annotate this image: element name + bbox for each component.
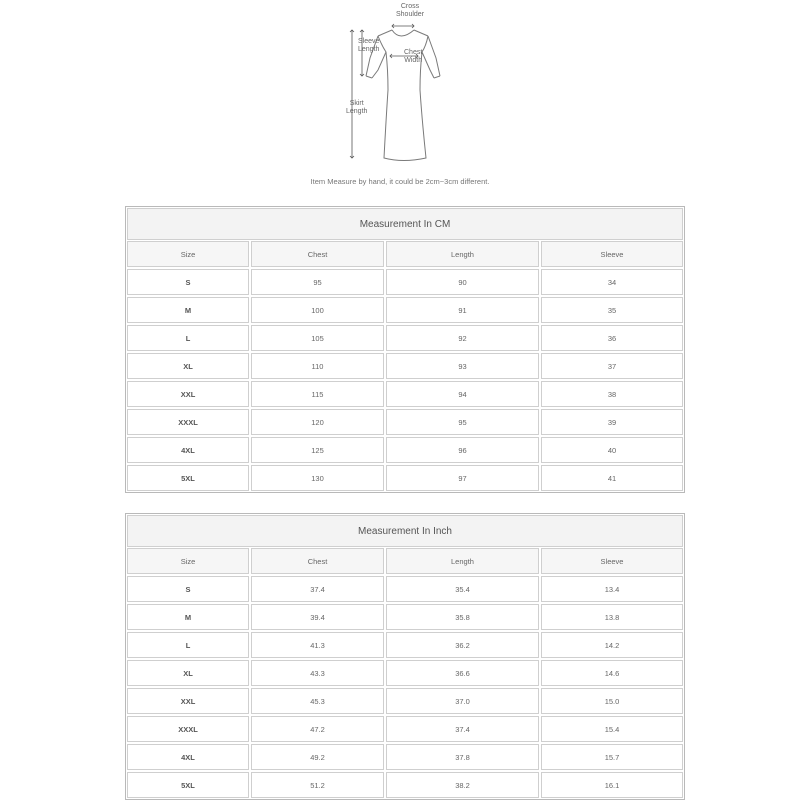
sleeve-cell: 34 (541, 269, 683, 295)
sleeve-cell: 37 (541, 353, 683, 379)
measurement-note: Item Measure by hand, it could be 2cm~3cm different. (310, 177, 490, 186)
sleeve-cell: 15.7 (541, 744, 683, 770)
sleeve-cell: 36 (541, 325, 683, 351)
sleeve-cell: 13.8 (541, 604, 683, 630)
sleeve-cell: 15.4 (541, 716, 683, 742)
length-cell: 38.2 (386, 772, 539, 798)
sleeve-cell: 14.2 (541, 632, 683, 658)
column-header-length: Length (386, 241, 539, 267)
sleeve-cell: 40 (541, 437, 683, 463)
size-cell: XL (127, 353, 249, 379)
chest-cell: 49.2 (251, 744, 384, 770)
length-cell: 36.2 (386, 632, 539, 658)
chest-cell: 120 (251, 409, 384, 435)
chest-cell: 39.4 (251, 604, 384, 630)
length-cell: 94 (386, 381, 539, 407)
size-cell: 4XL (127, 437, 249, 463)
skirt-length-label: Skirt Length (346, 100, 368, 115)
chest-cell: 130 (251, 465, 384, 491)
chest-cell: 110 (251, 353, 384, 379)
length-cell: 37.8 (386, 744, 539, 770)
size-cell: XL (127, 660, 249, 686)
sleeve-cell: 14.6 (541, 660, 683, 686)
column-header-size: Size (127, 241, 249, 267)
cm-table-grid (126, 241, 684, 492)
dress-measurement-diagram (330, 0, 470, 172)
sleeve-cell: 38 (541, 381, 683, 407)
cm-measurement-table (125, 206, 685, 493)
length-cell: 92 (386, 325, 539, 351)
inch-table-grid (126, 548, 684, 799)
dress-outline-icon (330, 0, 470, 172)
length-cell: 37.4 (386, 716, 539, 742)
size-cell: XXL (127, 381, 249, 407)
chest-width-label: Chest Width (404, 49, 423, 64)
size-cell: S (127, 576, 249, 602)
size-cell: 5XL (127, 465, 249, 491)
size-cell: L (127, 632, 249, 658)
cross-shoulder-label: Cross Shoulder (396, 3, 425, 18)
size-cell: 4XL (127, 744, 249, 770)
chest-cell: 95 (251, 269, 384, 295)
column-header-length: Length (386, 548, 539, 574)
sleeve-cell: 39 (541, 409, 683, 435)
length-cell: 91 (386, 297, 539, 323)
size-cell: S (127, 269, 249, 295)
length-cell: 93 (386, 353, 539, 379)
chest-cell: 125 (251, 437, 384, 463)
length-cell: 95 (386, 409, 539, 435)
column-header-sleeve: Sleeve (541, 548, 683, 574)
length-cell: 36.6 (386, 660, 539, 686)
column-header-chest: Chest (251, 548, 384, 574)
length-cell: 37.0 (386, 688, 539, 714)
chest-cell: 37.4 (251, 576, 384, 602)
size-cell: M (127, 297, 249, 323)
sleeve-cell: 41 (541, 465, 683, 491)
length-cell: 35.8 (386, 604, 539, 630)
chest-cell: 100 (251, 297, 384, 323)
column-header-size: Size (127, 548, 249, 574)
size-cell: XXXL (127, 716, 249, 742)
column-header-chest: Chest (251, 241, 384, 267)
sleeve-cell: 16.1 (541, 772, 683, 798)
length-cell: 35.4 (386, 576, 539, 602)
inch-table-title: Measurement In Inch (127, 515, 683, 547)
chest-cell: 45.3 (251, 688, 384, 714)
size-cell: L (127, 325, 249, 351)
chest-cell: 105 (251, 325, 384, 351)
chest-cell: 43.3 (251, 660, 384, 686)
sleeve-cell: 35 (541, 297, 683, 323)
size-cell: XXXL (127, 409, 249, 435)
length-cell: 96 (386, 437, 539, 463)
chest-cell: 47.2 (251, 716, 384, 742)
chest-cell: 41.3 (251, 632, 384, 658)
size-cell: M (127, 604, 249, 630)
length-cell: 90 (386, 269, 539, 295)
sleeve-length-label: Sleeve Length (358, 38, 380, 53)
cm-table-title: Measurement In CM (127, 208, 683, 240)
inch-measurement-table (125, 513, 685, 800)
sleeve-cell: 15.0 (541, 688, 683, 714)
chest-cell: 115 (251, 381, 384, 407)
size-cell: 5XL (127, 772, 249, 798)
chest-cell: 51.2 (251, 772, 384, 798)
size-cell: XXL (127, 688, 249, 714)
column-header-sleeve: Sleeve (541, 241, 683, 267)
sleeve-cell: 13.4 (541, 576, 683, 602)
length-cell: 97 (386, 465, 539, 491)
